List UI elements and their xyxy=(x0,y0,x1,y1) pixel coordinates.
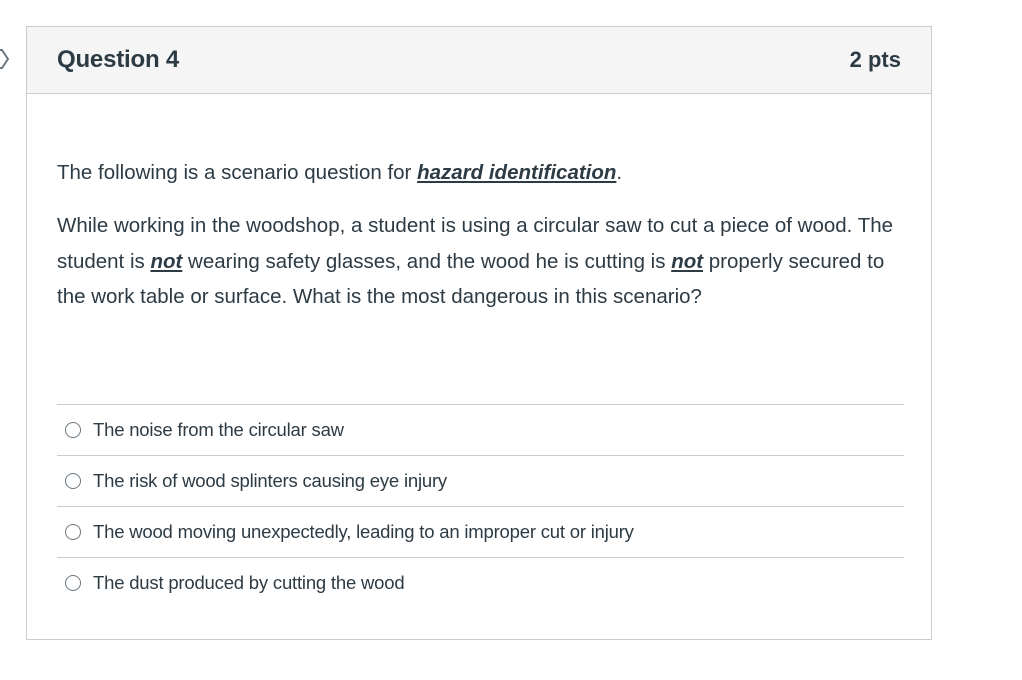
question-points: 2 pts xyxy=(849,47,901,72)
radio-button[interactable] xyxy=(65,422,81,438)
question-header xyxy=(27,27,931,94)
answer-option[interactable] xyxy=(57,506,904,557)
answer-option[interactable] xyxy=(57,557,904,608)
intro-end: . xyxy=(616,161,623,184)
answer-option[interactable] xyxy=(57,455,904,506)
answer-label: The risk of wood splinters causing eye injury xyxy=(93,470,447,491)
answer-label: The noise from the circular saw xyxy=(93,419,344,440)
answer-label: The dust produced by cutting the wood xyxy=(93,572,405,593)
radio-button[interactable] xyxy=(65,575,81,591)
answer-label: The wood moving unexpectedly, leading to an improper cut or injury xyxy=(93,521,634,542)
flag-question-icon[interactable] xyxy=(0,47,12,71)
scenario-part2: wearing safety glasses, and the wood he is cutting is xyxy=(182,249,672,273)
scenario-part1: While working in the woodshop, a student is using a circular saw to cut a piece of wood. The student is xyxy=(57,214,894,273)
question-scenario xyxy=(57,208,901,315)
scenario-not-1: not xyxy=(150,249,183,273)
radio-button[interactable] xyxy=(65,473,81,489)
intro-emphasis: hazard identification xyxy=(417,161,617,184)
question-card xyxy=(26,26,932,640)
scenario-part3: properly secured to the work table or surface. What is the most dangerous in this scenario? xyxy=(57,249,885,308)
answer-list xyxy=(57,404,904,608)
answer-option[interactable] xyxy=(57,404,904,455)
question-intro xyxy=(57,158,901,188)
intro-text: The following is a scenario question for xyxy=(57,161,418,184)
radio-button[interactable] xyxy=(65,524,81,540)
question-title: Question 4 xyxy=(57,46,180,73)
question-body xyxy=(27,158,931,315)
scenario-not-2: not xyxy=(671,249,704,273)
